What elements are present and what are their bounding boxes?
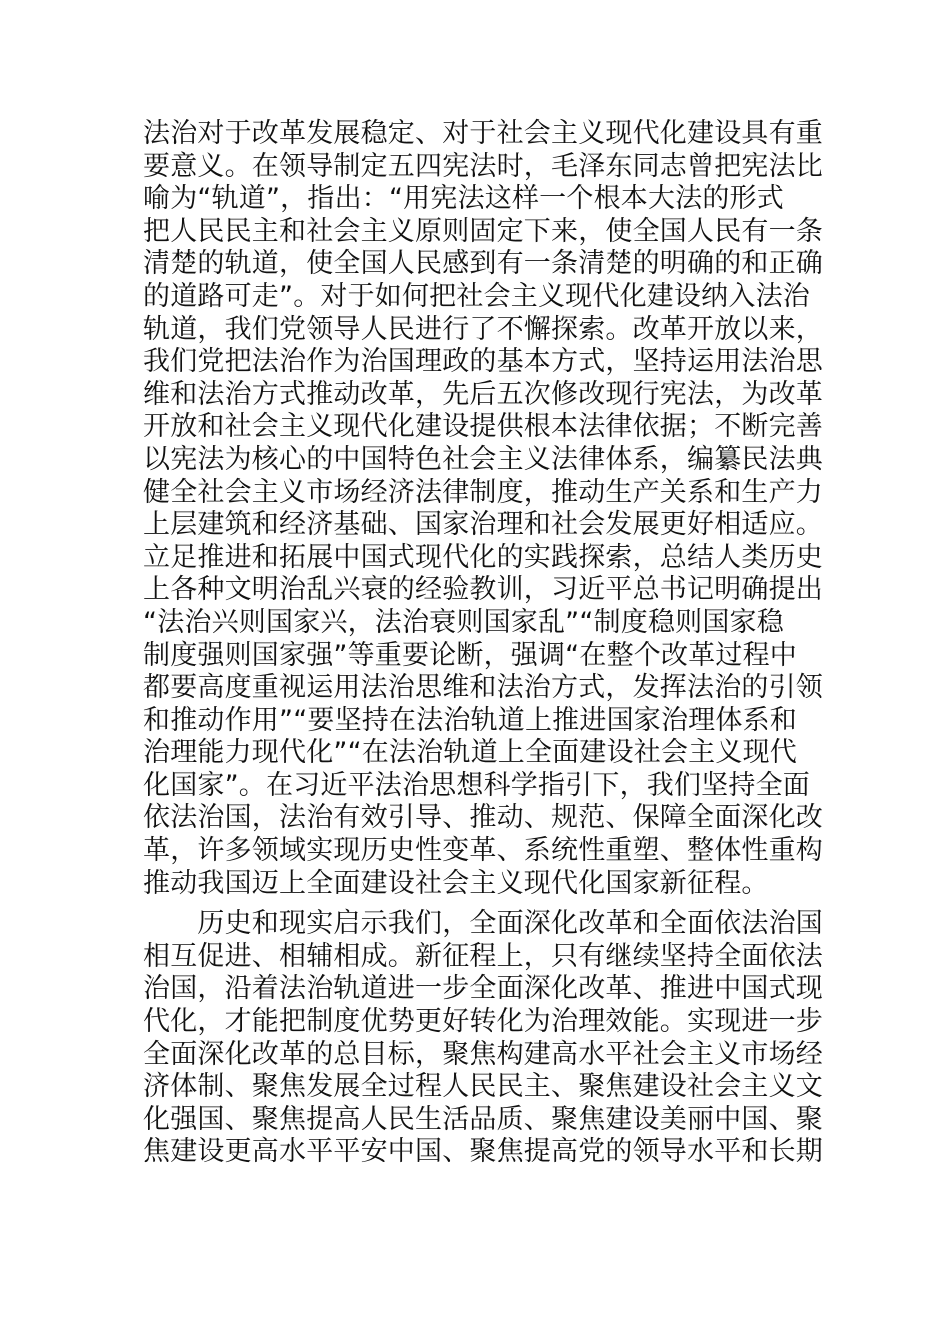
text-line: 相互促进、相辅相成。新征程上，只有继续坚持全面依法 [143,940,823,972]
text-line: 清楚的轨道，使全国人民感到有一条清楚的明确的和正确 [143,248,823,280]
text-line: 健全社会主义市场经济法律制度，推动生产关系和生产力 [143,476,823,508]
text-line: 把人民民主和社会主义原则固定下来，使全国人民有一条 [143,215,823,247]
text-line: 推动我国迈上全面建设社会主义现代化国家新征程。 [143,867,769,899]
text-line: 治国，沿着法治轨道进一步全面深化改革、推进中国式现 [143,973,823,1005]
text-line: 上层建筑和经济基础、国家治理和社会发展更好相适应。 [143,509,823,541]
text-line: 依法治国，法治有效引导、推动、规范、保障全面深化改 [143,802,823,834]
paragraph-2 [143,908,823,1169]
text-line: 化强国、聚焦提高人民生活品质、聚焦建设美丽中国、聚 [143,1103,823,1135]
text-line: 历史和现实启示我们，全面深化改革和全面依法治国 [143,908,823,940]
text-line: 法治对于改革发展稳定、对于社会主义现代化建设具有重 [143,118,823,149]
paragraph-gap [143,900,813,908]
text-line: “法治兴则国家兴，法治衰则国家乱”“制度稳则国家稳 [143,606,784,638]
text-line: 济体制、聚焦发展全过程人民民主、聚焦建设社会主义文 [143,1071,823,1103]
text-line: 喻为“轨道”，指出：“用宪法这样一个根本大法的形式 [143,183,784,215]
text-line: 以宪法为核心的中国特色社会主义法律体系，编纂民法典 [143,443,823,475]
paragraph-1 [143,118,823,900]
article-body [143,118,823,1169]
text-line: 焦建设更高水平平安中国、聚焦提高党的领导水平和长期 [143,1136,823,1168]
text-line: 上各种文明治乱兴衰的经验教训，习近平总书记明确提出 [143,574,823,606]
text-line: 的道路可走”。对于如何把社会主义现代化建设纳入法治 [143,280,810,312]
text-line: 革，许多领域实现历史性变革、系统性重塑、整体性重构 [143,835,823,867]
text-line: 全面深化改革的总目标，聚焦构建高水平社会主义市场经 [143,1038,823,1070]
text-line: 制度强则国家强”等重要论断，强调“在整个改革过程中 [143,639,797,671]
text-line: 开放和社会主义现代化建设提供根本法律依据；不断完善 [143,411,823,443]
text-line: 要意义。在领导制定五四宪法时，毛泽东同志曾把宪法比 [143,150,823,182]
text-line: 化国家”。在习近平法治思想科学指引下，我们坚持全面 [143,769,810,801]
text-line: 轨道，我们党领导人民进行了不懈探索。改革开放以来， [143,313,823,345]
text-line: 维和法治方式推动改革，先后五次修改现行宪法，为改革 [143,378,823,410]
text-line: 立足推进和拓展中国式现代化的实践探索，总结人类历史 [143,541,823,573]
text-line: 我们党把法治作为治国理政的基本方式，坚持运用法治思 [143,346,823,378]
text-line: 都要高度重视运用法治思维和法治方式，发挥法治的引领 [143,672,823,704]
text-line: 和推动作用”“要坚持在法治轨道上推进国家治理体系和 [143,704,797,736]
text-line: 代化，才能把制度优势更好转化为治理效能。实现进一步 [143,1006,823,1038]
text-line: 治理能力现代化”“在法治轨道上全面建设社会主义现代 [143,737,797,769]
